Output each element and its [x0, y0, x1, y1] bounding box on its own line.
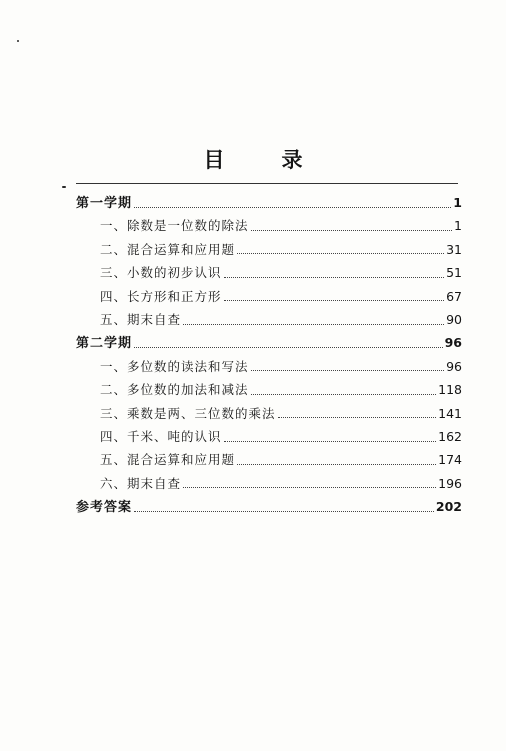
toc-entry-label: 三、小数的初步认识 — [100, 265, 222, 281]
toc-entry-page: 141 — [438, 405, 462, 421]
dot-leader — [237, 252, 444, 254]
dot-leader — [224, 276, 445, 278]
toc-entry-label: 四、千米、吨的认识 — [100, 428, 222, 444]
toc-entry[interactable] — [76, 238, 462, 261]
title-divider — [76, 183, 458, 184]
toc-entry-page: 118 — [438, 382, 462, 398]
toc-entry[interactable] — [76, 425, 462, 448]
scan-speck — [17, 40, 19, 42]
toc-entry-label: 第二学期 — [76, 336, 133, 352]
page-title: 目 录 — [203, 148, 321, 172]
toc-entry-label: 参考答案 — [76, 500, 133, 516]
dot-leader — [237, 463, 436, 465]
toc-entry-label: 三、乘数是两、三位数的乘法 — [100, 405, 276, 421]
toc-entry-label: 一、除数是一位数的除法 — [100, 218, 249, 234]
toc-entry[interactable] — [76, 448, 462, 471]
toc-entry[interactable] — [76, 308, 462, 331]
dot-leader — [183, 486, 436, 488]
toc-entry-page: 90 — [446, 311, 462, 327]
toc-entry-page: 51 — [446, 265, 462, 281]
toc-entry-page: 162 — [438, 428, 462, 444]
toc-entry-page: 202 — [435, 499, 462, 515]
toc-entry[interactable] — [76, 472, 462, 495]
toc-entry-label: 二、多位数的加法和减法 — [100, 382, 249, 398]
dot-leader — [134, 346, 443, 348]
toc-entry-page: 31 — [446, 241, 462, 257]
toc-entry[interactable] — [76, 261, 462, 284]
table-of-contents — [76, 191, 462, 518]
toc-entry[interactable] — [76, 402, 462, 425]
toc-entry[interactable] — [76, 378, 462, 401]
toc-entry[interactable] — [76, 285, 462, 308]
toc-entry[interactable] — [76, 214, 462, 237]
toc-entry[interactable] — [76, 191, 462, 214]
toc-entry-label: 六、期末自查 — [100, 475, 182, 491]
toc-entry-page: 1 — [453, 195, 462, 210]
scan-speck — [62, 186, 66, 188]
toc-entry-page: 196 — [438, 475, 462, 491]
dot-leader — [278, 416, 437, 418]
toc-entry[interactable] — [76, 495, 462, 518]
toc-entry-page: 96 — [446, 358, 462, 374]
dot-leader — [224, 299, 445, 301]
toc-entry[interactable] — [76, 355, 462, 378]
toc-entry-label: 第一学期 — [76, 196, 133, 211]
dot-leader — [251, 393, 437, 395]
dot-leader — [251, 369, 445, 371]
dot-leader — [251, 229, 453, 231]
toc-entry-page: 1 — [454, 218, 462, 234]
toc-entry-label: 一、多位数的读法和写法 — [100, 358, 249, 374]
toc-entry-label: 四、长方形和正方形 — [100, 288, 222, 304]
toc-entry-page: 67 — [446, 288, 462, 304]
toc-entry[interactable] — [76, 331, 462, 354]
toc-entry-label: 五、混合运算和应用题 — [100, 452, 236, 468]
dot-leader — [134, 510, 434, 512]
toc-entry-label: 五、期末自查 — [100, 311, 182, 327]
toc-entry-page: 174 — [438, 452, 462, 468]
toc-entry-page: 96 — [444, 335, 462, 351]
dot-leader — [224, 440, 437, 442]
toc-entry-label: 二、混合运算和应用题 — [100, 241, 236, 257]
dot-leader — [134, 206, 451, 208]
dot-leader — [183, 323, 444, 325]
